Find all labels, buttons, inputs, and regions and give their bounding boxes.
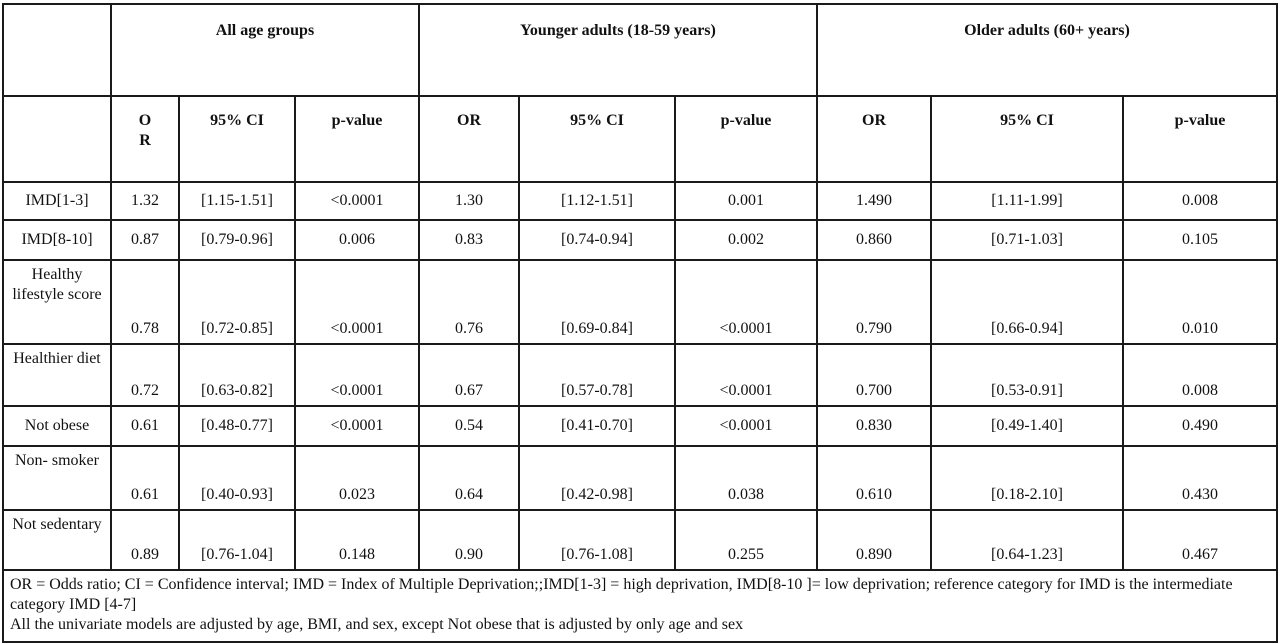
table-row (3, 446, 1277, 510)
corner-cell (3, 4, 111, 96)
table-cell: [1.15-1.51] (179, 182, 295, 220)
table-cell: [1.12-1.51] (519, 182, 675, 220)
col-header-younger-or: OR (419, 96, 519, 182)
table-cell: 0.890 (817, 510, 931, 570)
table-cell: [0.63-0.82] (179, 344, 295, 406)
table-cell: [0.41-0.70] (519, 406, 675, 446)
table-cell: 0.430 (1123, 446, 1277, 510)
table-cell: [0.69-0.84] (519, 260, 675, 344)
col-header-all-or: O R (111, 96, 179, 182)
table-cell: 0.61 (111, 406, 179, 446)
footnote-row (3, 570, 1277, 642)
table-cell: 0.90 (419, 510, 519, 570)
table-cell: <0.0001 (675, 406, 817, 446)
table-cell: 0.610 (817, 446, 931, 510)
table-row (3, 220, 1277, 260)
group-header-all: All age groups (111, 4, 419, 96)
group-header-younger: Younger adults (18-59 years) (419, 4, 817, 96)
table-cell: [0.64-1.23] (931, 510, 1123, 570)
col-header-older-or: OR (817, 96, 931, 182)
table-row (3, 406, 1277, 446)
col-header-older-p: p-value (1123, 96, 1277, 182)
table-cell: <0.0001 (675, 260, 817, 344)
table-cell: 0.72 (111, 344, 179, 406)
col-header-all-ci: 95% CI (179, 96, 295, 182)
col-header-older-ci: 95% CI (931, 96, 1123, 182)
table-cell: [0.42-0.98] (519, 446, 675, 510)
table-cell: 0.255 (675, 510, 817, 570)
table-cell: [0.49-1.40] (931, 406, 1123, 446)
footnote-adjustment: All the univariate models are adjusted by age, BMI, and sex, except Not obese that is adjusted by only age and sex (10, 616, 744, 633)
table-cell: [0.76-1.04] (179, 510, 295, 570)
table-row (3, 182, 1277, 220)
table-cell: 1.30 (419, 182, 519, 220)
table-cell: 0.490 (1123, 406, 1277, 446)
table-cell: 0.61 (111, 446, 179, 510)
row-label: Healthier diet (3, 344, 111, 406)
table-cell: 1.32 (111, 182, 179, 220)
footnote-cell (3, 570, 1277, 642)
table-cell: [0.48-0.77] (179, 406, 295, 446)
label-header-cell (3, 96, 111, 182)
table-cell: [0.72-0.85] (179, 260, 295, 344)
column-header-row (3, 96, 1277, 182)
footnote-abbreviations: OR = Odds ratio; CI = Confidence interval; IMD = Index of Multiple Deprivation;;IMD[1-3] = high deprivation, IMD[8-10 ]= low deprivation; reference category for IMD is the intermediate category IMD [4-7] (10, 576, 1233, 613)
group-header-row (3, 4, 1277, 96)
table-cell: <0.0001 (295, 406, 419, 446)
table-cell: [0.40-0.93] (179, 446, 295, 510)
table-cell: [0.18-2.10] (931, 446, 1123, 510)
row-label: Not sedentary (3, 510, 111, 570)
table-cell: 0.87 (111, 220, 179, 260)
row-label: Non- smoker (3, 446, 111, 510)
table-cell: 0.89 (111, 510, 179, 570)
table-cell: 0.002 (675, 220, 817, 260)
table-cell: [0.79-0.96] (179, 220, 295, 260)
table-cell: [0.74-0.94] (519, 220, 675, 260)
table-cell: 0.67 (419, 344, 519, 406)
table-cell: 0.78 (111, 260, 179, 344)
table-cell: [1.11-1.99] (931, 182, 1123, 220)
table-cell: 0.010 (1123, 260, 1277, 344)
table-cell: 0.148 (295, 510, 419, 570)
table-cell: 0.008 (1123, 344, 1277, 406)
table-cell: 0.105 (1123, 220, 1277, 260)
table-cell: 0.038 (675, 446, 817, 510)
table-cell: 0.54 (419, 406, 519, 446)
results-table-container (2, 3, 1278, 643)
table-cell: <0.0001 (675, 344, 817, 406)
table-cell: 0.790 (817, 260, 931, 344)
table-row (3, 344, 1277, 406)
row-label: Healthy lifestyle score (3, 260, 111, 344)
table-row (3, 260, 1277, 344)
table-cell: 0.008 (1123, 182, 1277, 220)
col-header-all-p: p-value (295, 96, 419, 182)
col-header-younger-ci: 95% CI (519, 96, 675, 182)
table-cell: 0.83 (419, 220, 519, 260)
row-label: IMD[8-10] (3, 220, 111, 260)
table-cell: <0.0001 (295, 182, 419, 220)
table-cell: <0.0001 (295, 344, 419, 406)
table-cell: 0.023 (295, 446, 419, 510)
table-cell: 0.006 (295, 220, 419, 260)
table-cell: 0.830 (817, 406, 931, 446)
table-cell: 0.64 (419, 446, 519, 510)
row-label: Not obese (3, 406, 111, 446)
table-cell: 0.001 (675, 182, 817, 220)
table-cell: [0.57-0.78] (519, 344, 675, 406)
table-cell: [0.76-1.08] (519, 510, 675, 570)
table-cell: 0.860 (817, 220, 931, 260)
table-cell: [0.66-0.94] (931, 260, 1123, 344)
table-cell: [0.71-1.03] (931, 220, 1123, 260)
table-cell: 0.700 (817, 344, 931, 406)
table-cell: 1.490 (817, 182, 931, 220)
col-header-younger-p: p-value (675, 96, 817, 182)
group-header-older: Older adults (60+ years) (817, 4, 1277, 96)
table-row (3, 510, 1277, 570)
table-cell: 0.76 (419, 260, 519, 344)
table-cell: <0.0001 (295, 260, 419, 344)
table-cell: 0.467 (1123, 510, 1277, 570)
table-cell: [0.53-0.91] (931, 344, 1123, 406)
row-label: IMD[1-3] (3, 182, 111, 220)
odds-ratio-table (2, 3, 1278, 643)
